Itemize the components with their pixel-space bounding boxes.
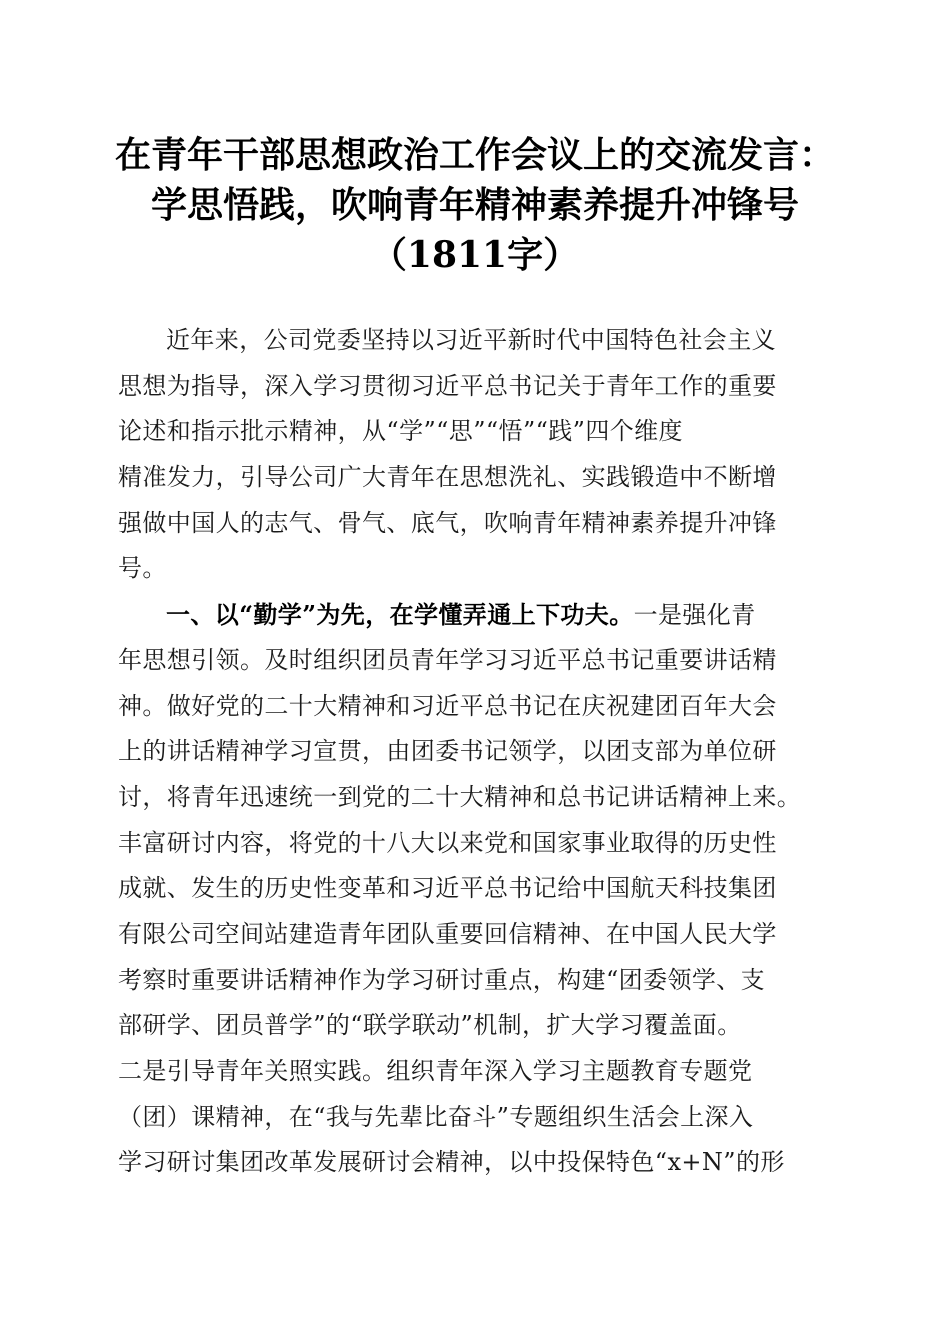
paragraph-line: 精准发力，引导公司广大青年在思想洗礼、实践锻造中不断增 (118, 463, 777, 492)
paragraph-line: 考察时重要讲话精神作为学习研讨重点，构建“团委领学、支 (118, 965, 766, 994)
paragraph-line: 有限公司空间站建造青年团队重要回信精神、在中国人民大学 (118, 919, 777, 948)
title-line-1: 在青年干部思想政治工作会议上的交流发言： (114, 134, 835, 176)
paragraph-text: 一是强化青 (633, 601, 756, 630)
paragraph-line: 近年来，公司党委坚持以习近平新时代中国特色社会主义 (166, 326, 776, 354)
document-body (118, 318, 838, 1186)
paragraph-line: 号。 (118, 554, 167, 583)
paragraph-line: 丰富研讨内容，将党的十八大以来党和国家事业取得的历史性 (118, 828, 777, 857)
title-line-3: （1811字） (370, 234, 580, 276)
paragraph-line: 学习研讨集团改革发展研讨会精神，以中投保特色“x+N”的形 (118, 1148, 785, 1177)
paragraph-line: 神。做好党的二十大精神和习近平总书记在庆祝建团百年大会 (118, 691, 777, 720)
paragraph-line: 上的讲话精神学习宣贯，由团委书记领学，以团支部为单位研 (118, 737, 777, 766)
section-heading: 一、以“勤学”为先，在学懂弄通上下功夫。 (166, 600, 634, 630)
paragraph-line: 部研学、团员普学”的“联学联动”机制，扩大学习覆盖面。 (118, 1011, 742, 1040)
paragraph-line: 成就、发生的历史性变革和习近平总书记给中国航天科技集团 (118, 874, 777, 903)
paragraph-line: 强做中国人的志气、骨气、底气，吹响青年精神素养提升冲锋 (118, 508, 777, 537)
paragraph-line: 二是引导青年关照实践。组织青年深入学习主题教育专题党 (118, 1057, 753, 1085)
paragraph-line: 讨，将青年迅速统一到党的二十大精神和总书记讲话精神上来。 (118, 782, 802, 811)
paragraph-line: 年思想引领。及时组织团员青年学习习近平总书记重要讲话精 (118, 645, 777, 674)
paragraph-line (118, 592, 838, 638)
paragraph-line: 论述和指示批示精神，从“学”“思”“悟”“践”四个维度 (118, 417, 683, 446)
title-line-2: 学思悟践，吹响青年精神素养提升冲锋号 (150, 184, 799, 226)
document-title (60, 130, 890, 280)
paragraph-line: 思想为指导，深入学习贯彻习近平总书记关于青年工作的重要 (118, 371, 777, 400)
paragraph-line: （团）课精神，在“我与先辈比奋斗”专题组织生活会上深入 (118, 1102, 754, 1131)
